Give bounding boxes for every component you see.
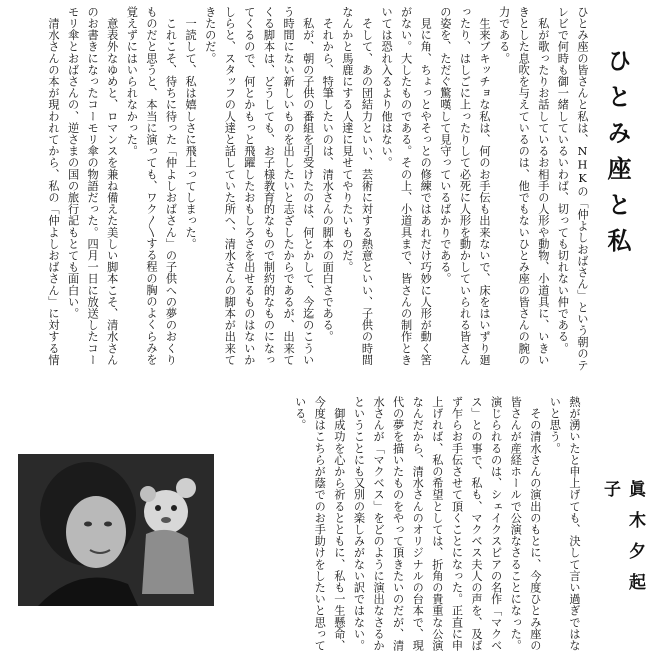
paragraph: ひとみ座の皆さんと私は、NHKの「仲よしおばさん」という朝のテレビで何時も御一緒しているいわば、切っても切れない仲である。 [556, 6, 589, 371]
portrait-illustration [18, 454, 214, 606]
paragraph: 私が歌ったりお話しているお相手の人形や動物、小道具に、いきいきとした息吹を与えているのは、他でもないひとみ座の皆さんの腕の力である。 [497, 6, 550, 366]
portrait-photo [18, 454, 214, 606]
paragraph: 御成功を心から祈るとともに、私も一生懸命、今度はこちらが蔭でのお手助けをしたいと思っている。 [293, 396, 346, 652]
paragraph: そして、あの団結力といい、芸術に対する熱意といい、子供の時間なんかと馬鹿にする人達に見せてやりたいものだ。 [340, 6, 374, 366]
paragraph: 私が、朝の子供の番組を引受けたのは、何とかして、今迄のこういう時間にない新しいものを出したいと志ざしたからであるが、出来てくる脚本は、どうしても、お子様教育的なもので制約的なものになってくるので、何とかもっと飛躍したおもしろさを出せるものはないかしらと、スタッフの人達と話していた所へ、清水さんの脚本が出来てきたのだ。 [203, 6, 315, 366]
paragraph: 意表外なゆめと、ロマンスを兼ね備えた美しい脚本こそ、清水さんのお書きになったコーモリ傘の物語だった。四月一日に放送したコーモリ傘とおばさんの、逆さまの国の旅行記もとても面白い。 [66, 6, 119, 366]
paragraph: 熱が湧いたと申上げても、決して言い過ぎではないと思う。 [548, 396, 581, 652]
article-author: 眞木夕起子 [600, 480, 645, 604]
paragraph: 生来ブキッチョな私は、何のお手伝も出来ないで、床をはいずり廻ったり、はしごに上ったりして必死に人形を動かしていられる皆さんの姿を、ただぐ驚嘆して見守っているばかりである。 [438, 6, 492, 366]
paragraph: これこそ、待ちに待った「仲よしおばさん」の子供への夢のおくりものだと思うと、本当に演っても、ワク〳〵する程の胸のよくらみを覚えずにはいられなかった。 [125, 6, 178, 366]
paragraph: それから、特筆したいのは、清水さんの脚本の面白さである。 [321, 6, 335, 343]
article-body-lower [272, 396, 584, 658]
article-title: ひとみ座と私 [603, 48, 632, 264]
paragraph: 一読して、私は嬉しさに飛上ってしまった。 [184, 6, 198, 250]
paragraph: その清水さんの演出のもとに、今度ひとみ座の皆さんが産経ホールで公演なさることになった。演じられるのは、シェイクスピアの名作「マクベス」との事で、私も、マクベス夫人の声を、及ばず乍らお手伝させて頂くことになった。正直に申上げれば、私の希望としては、折角の貴重な公演なんだから、清水さんのオリジナルの台本で、現代の夢を描いたものをやって頂きたいのだが、清水さんが「マクベス」をどのように演出なさるかということにも又別の楽しみがない訳ではない。 [352, 396, 542, 652]
paragraph: 見に角、ちょっとやそっとの修練ではあれだけ巧妙に人形が動く筈がない。大したものである。その上、小道具まで、皆さんの制作ときいては恐れ入るより他はない。 [380, 6, 433, 366]
paragraph: 清水さんの本が現われてから、私の「仲よしおばさん」に対する情 [46, 6, 60, 366]
article-body-upper [46, 6, 592, 372]
